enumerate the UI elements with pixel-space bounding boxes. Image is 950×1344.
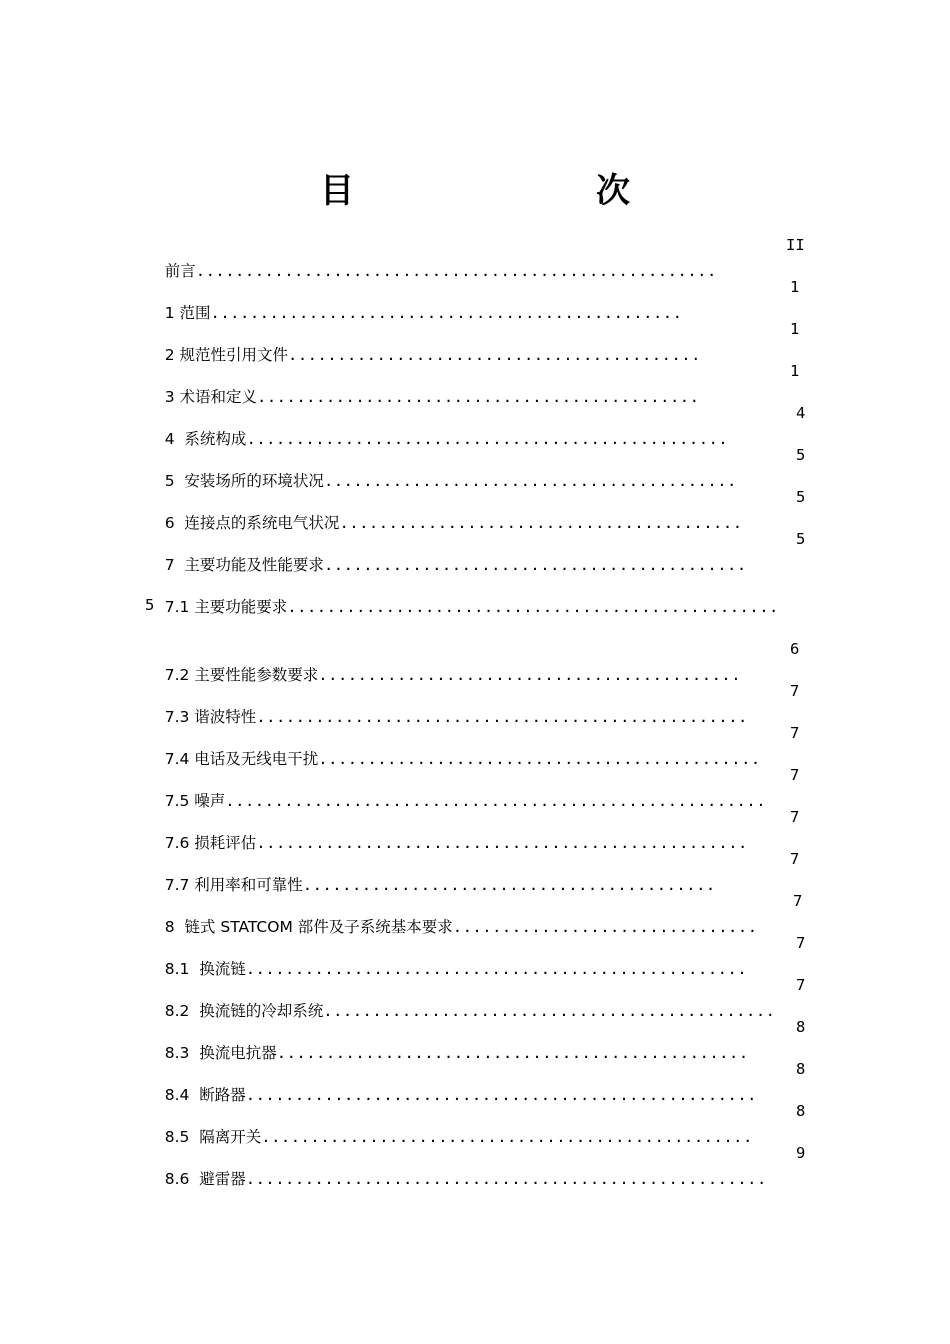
toc-entry-label: 1 范围 <box>164 304 211 322</box>
toc-entry-page: 4 <box>796 404 806 422</box>
toc-entry-page: 9 <box>796 1144 806 1162</box>
leader-dots: .................................................. <box>287 598 779 616</box>
toc-entry-label: 7.4 电话及无线电干扰 <box>164 750 319 768</box>
toc-entry-page: 5 <box>145 596 155 614</box>
toc-entry-label: 3 术语和定义 <box>164 388 258 406</box>
leader-dots: .............................................. <box>323 1002 776 1020</box>
toc-entry-label: 8.4 断路器 <box>164 1086 246 1104</box>
leader-dots: .................................................. <box>256 834 748 852</box>
leader-dots: ............................... <box>452 918 758 936</box>
toc-entry-page: 1 <box>790 362 800 380</box>
toc-entry-page: II <box>786 236 805 254</box>
toc-entry-page: 6 <box>790 640 800 658</box>
toc-entry-page: 7 <box>790 850 800 868</box>
leader-dots: ............................................. <box>257 388 700 406</box>
toc-entry-page: 1 <box>790 320 800 338</box>
leader-dots: ....................................................... <box>225 792 767 810</box>
toc-entry-label: 7.3 谐波特性 <box>164 708 257 726</box>
leader-dots: ................................................ <box>210 304 683 322</box>
leader-dots: .......................................... <box>323 472 737 490</box>
toc-entry-page: 7 <box>790 724 800 742</box>
toc-entry-label: 8.5 隔离开关 <box>164 1128 262 1146</box>
toc-entry-label: 4 系统构成 <box>164 430 247 448</box>
leader-dots: .......................................... <box>302 876 716 894</box>
toc-entry-label: 7.1 主要功能要求 <box>164 598 288 616</box>
toc-entry-label: 8.6 避雷器 <box>164 1170 246 1188</box>
toc-entry-page: 8 <box>796 1060 806 1078</box>
leader-dots: .................................................. <box>261 1128 753 1146</box>
leader-dots: ............................................. <box>318 750 761 768</box>
page-title: 目 次 <box>320 171 688 211</box>
toc-entry-page: 7 <box>790 766 800 784</box>
leader-dots: ........................................... <box>323 556 747 574</box>
toc-entry-label: 8.2 换流链的冷却系统 <box>164 1002 324 1020</box>
toc-entry-label: 2 规范性引用文件 <box>164 346 289 364</box>
toc-entry-page: 7 <box>793 892 803 910</box>
toc-entry-page: 5 <box>796 488 806 506</box>
toc-entry-label: 7.6 损耗评估 <box>164 834 257 852</box>
toc-entry-page: 7 <box>796 934 806 952</box>
leader-dots: ..................................................... <box>245 1170 767 1188</box>
toc-entry-label: 7.2 主要性能参数要求 <box>164 666 319 684</box>
toc-entry-label: 6 连接点的系统电气状况 <box>164 514 340 532</box>
leader-dots: ................................................... <box>245 960 748 978</box>
leader-dots: ......................................... <box>339 514 743 532</box>
toc-entry-page: 7 <box>790 808 800 826</box>
leader-dots: ................................................. <box>246 430 729 448</box>
leader-dots: ................................................ <box>276 1044 749 1062</box>
toc-entry-label: 7 主要功能及性能要求 <box>164 556 324 574</box>
leader-dots: .................................................... <box>245 1086 757 1104</box>
toc-entry-page: 8 <box>796 1102 806 1120</box>
toc-entry-page: 8 <box>796 1018 806 1036</box>
toc-entry-page: 1 <box>790 278 800 296</box>
toc-entry-page: 7 <box>790 682 800 700</box>
leader-dots: ..................................................... <box>195 262 717 280</box>
leader-dots: ........................................... <box>318 666 742 684</box>
toc-entry-label: 8.1 换流链 <box>164 960 246 978</box>
toc-entry-page: 5 <box>796 446 806 464</box>
toc-entry-page: 7 <box>796 976 806 994</box>
toc-entry-8-6[interactable] <box>145 1140 806 1218</box>
toc-entry-label: 8.3 换流电抗器 <box>164 1044 277 1062</box>
toc-entry-label: 7.5 噪声 <box>164 792 226 810</box>
toc-entry-label: 5 安装场所的环境状况 <box>164 472 324 490</box>
toc-entry-page: 5 <box>796 530 806 548</box>
toc-entry-label: 7.7 利用率和可靠性 <box>164 876 303 894</box>
leader-dots: .................................................. <box>256 708 748 726</box>
leader-dots: .......................................... <box>288 346 701 364</box>
toc-entry-label: 前言 <box>164 262 196 280</box>
toc-entry-label: 8 链式 STATCOM 部件及子系统基本要求 <box>164 918 453 936</box>
